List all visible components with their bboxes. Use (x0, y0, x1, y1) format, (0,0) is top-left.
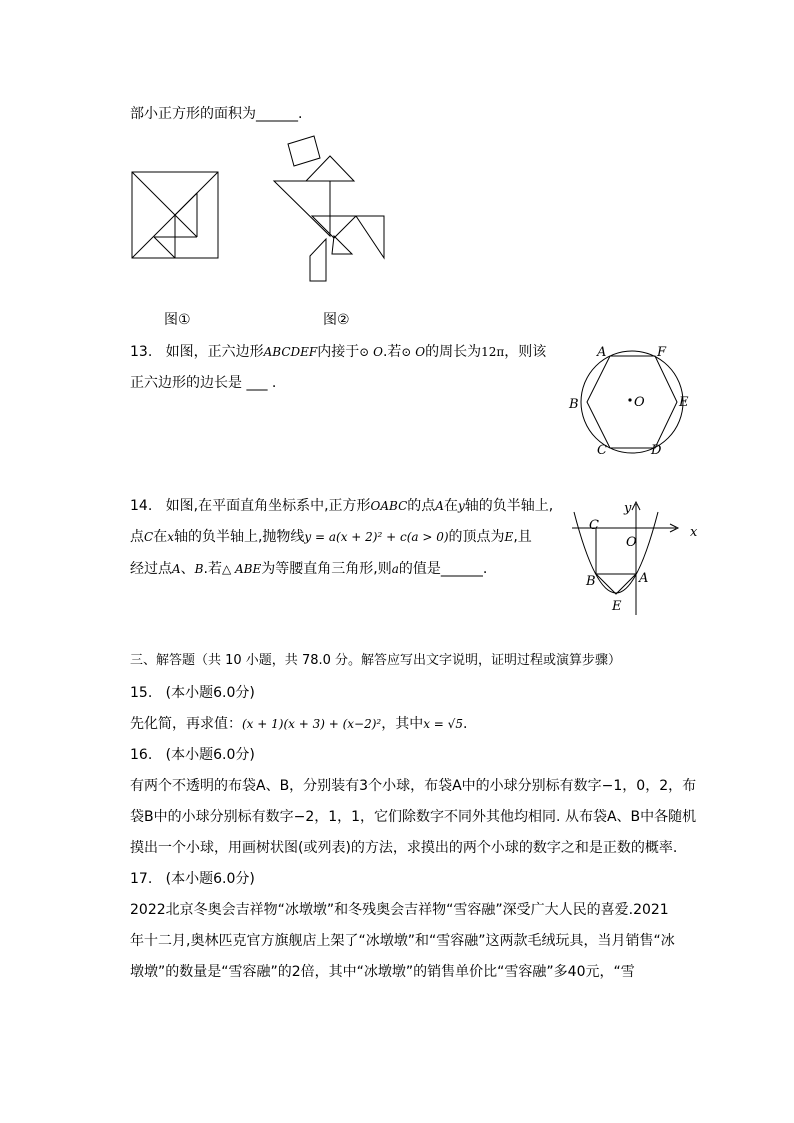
q14-text-l2d: ,且 (513, 529, 532, 545)
q13-number: 13. (130, 344, 153, 360)
q14-blank: ______ (440, 561, 483, 577)
q14-line-3 (130, 559, 487, 579)
q17-line-3: 墩墩”的数量是“雪容融”的2倍，其中“冰墩墩”的销售单价比“雪容融”多40元，“雪 (130, 964, 635, 980)
q14-text-l2b: 轴的负半轴上,抛物线 (173, 529, 305, 545)
point-label-A: A (639, 571, 649, 586)
q17-line-2: 年十二月,奥林匹克官方旗舰店上架了“冰墩墩”和“雪容融”这两款毛绒玩具，当月销售“冰 (130, 933, 675, 949)
section-3-heading: 三、解答题（共 10 小题，共 78.0 分。解答应写出文字说明，证明过程或演算步骤） (130, 653, 622, 668)
q17-score: (本小题6.0分) (165, 871, 255, 887)
q17-number: 17. (130, 871, 153, 887)
q13-text-b: 内接于 (317, 344, 360, 360)
q14-text-l3d: 为等腰直角三角形,则 (261, 561, 392, 577)
q13-circle-2: ⊙ O (401, 345, 426, 359)
hexagon-circle-figure (563, 338, 703, 462)
q14-point-B: B (194, 562, 204, 576)
q14-point-C: C (144, 530, 154, 544)
q14-point-A: A (435, 499, 444, 513)
q14-equation: y = a(x + 2)² + c(a > 0) (304, 530, 449, 544)
tangram-figure-1 (132, 172, 220, 260)
hex-label-E: E (679, 395, 689, 410)
q14-text-d: 轴的负半轴上, (464, 498, 554, 514)
hex-label-B: B (569, 397, 579, 412)
q14-text-b: 的点 (407, 498, 436, 514)
figure-1-caption: 图① (164, 312, 191, 328)
q16-line-3: 摸出一个小球，用画树状图(或列表)的方法，求摸出的两个小球的数字之和是正数的概率. (130, 840, 678, 856)
q15-expression: (x + 1)(x + 3) + (x−2)² (242, 717, 382, 731)
hex-label-O: O (634, 395, 645, 410)
hex-label-A: A (597, 345, 607, 360)
q14-line-1 (130, 496, 553, 516)
q14-text-l2a: 在 (153, 529, 168, 545)
q14-triangle: △ ABE (221, 562, 262, 576)
q15-header (130, 683, 255, 703)
q14-text-l2c: 的顶点为 (448, 529, 505, 545)
q14-text-l2pre: 点 (130, 529, 144, 545)
q15-end: . (462, 716, 468, 732)
q13-circle-1: ⊙ O (359, 345, 383, 359)
q14-point-E: E (504, 530, 514, 544)
q12-blank: ______ (256, 106, 298, 122)
q13-text-l2: 正六边形的边长是 (130, 375, 242, 391)
q14-axis-x: x (167, 530, 174, 544)
q14-axis-y: y (457, 499, 465, 513)
parabola-coordinate-figure (572, 498, 698, 616)
q15-condition: x = √5 (423, 717, 463, 731)
q12-line: 部小正方形的面积为 (130, 106, 256, 122)
q14-text-l3c: .若 (203, 561, 222, 577)
hex-label-F: F (657, 345, 667, 360)
q15-text-b: ，其中 (381, 716, 424, 732)
q16-line-2: 袋B中的小球分别标有数字−2，1，1，它们除数字不同外其他均相同. 从布袋A、B中各随机 (130, 809, 697, 825)
q14-number: 14. (130, 498, 153, 514)
q12-end: . (298, 106, 303, 122)
q13-hexagon-name: ABCDEF (263, 345, 318, 359)
q13-text-d: 的周长为 (425, 344, 482, 360)
axis-label-x: x (690, 525, 698, 540)
q13-text-a: 如图，正六边形 (165, 344, 264, 360)
hex-label-D: D (651, 443, 662, 458)
q17-line-1: 2022北京冬奥会吉祥物“冰墩墩”和冬残奥会吉祥物“雪容融”深受广大人民的喜爱.2021 (130, 902, 669, 918)
q13-line-2 (130, 373, 276, 393)
q14-text-l3e: 的值是 (398, 561, 441, 577)
q15-number: 15. (130, 685, 153, 701)
q14-text-a: 如图,在平面直角坐标系中,正方形 (165, 498, 371, 514)
q14-line-2 (130, 527, 532, 547)
hex-label-C: C (597, 443, 607, 458)
q14-square-name: OABC (370, 499, 408, 513)
q14-text-l3a: 经过点 (130, 561, 172, 577)
figure-2-caption: 图② (323, 312, 350, 328)
point-label-O: O (626, 535, 637, 550)
q14-point-A2: A (172, 562, 181, 576)
q17-header (130, 869, 255, 889)
q14-text-c: 在 (443, 498, 458, 514)
point-label-E: E (612, 599, 622, 614)
q15-text-a: 先化简，再求值： (130, 716, 242, 732)
q15-score: (本小题6.0分) (165, 685, 255, 701)
point-label-B: B (586, 574, 596, 589)
tangram-figure-2 (272, 136, 392, 284)
q13-text-c: .若 (382, 344, 402, 360)
q14-text-l3b: 、 (180, 561, 195, 577)
q13-end: . (267, 375, 277, 391)
axis-label-y: y (624, 501, 632, 516)
point-label-C: C (589, 518, 599, 533)
q14-end: . (482, 561, 488, 577)
q16-header (130, 745, 255, 765)
q12-text (130, 104, 302, 124)
q16-score: (本小题6.0分) (165, 747, 255, 763)
q13-circumference: 12π (481, 345, 505, 359)
q13-line-1 (130, 342, 546, 362)
q15-body (130, 714, 467, 734)
q14-param-a: a (391, 562, 399, 576)
q13-blank: ___ (246, 375, 268, 391)
q13-text-e: ，则该 (504, 344, 547, 360)
q16-number: 16. (130, 747, 153, 763)
q16-line-1: 有两个不透明的布袋A、B，分别装有3个小球，布袋A中的小球分别标有数字−1，0，2，布 (130, 778, 697, 794)
